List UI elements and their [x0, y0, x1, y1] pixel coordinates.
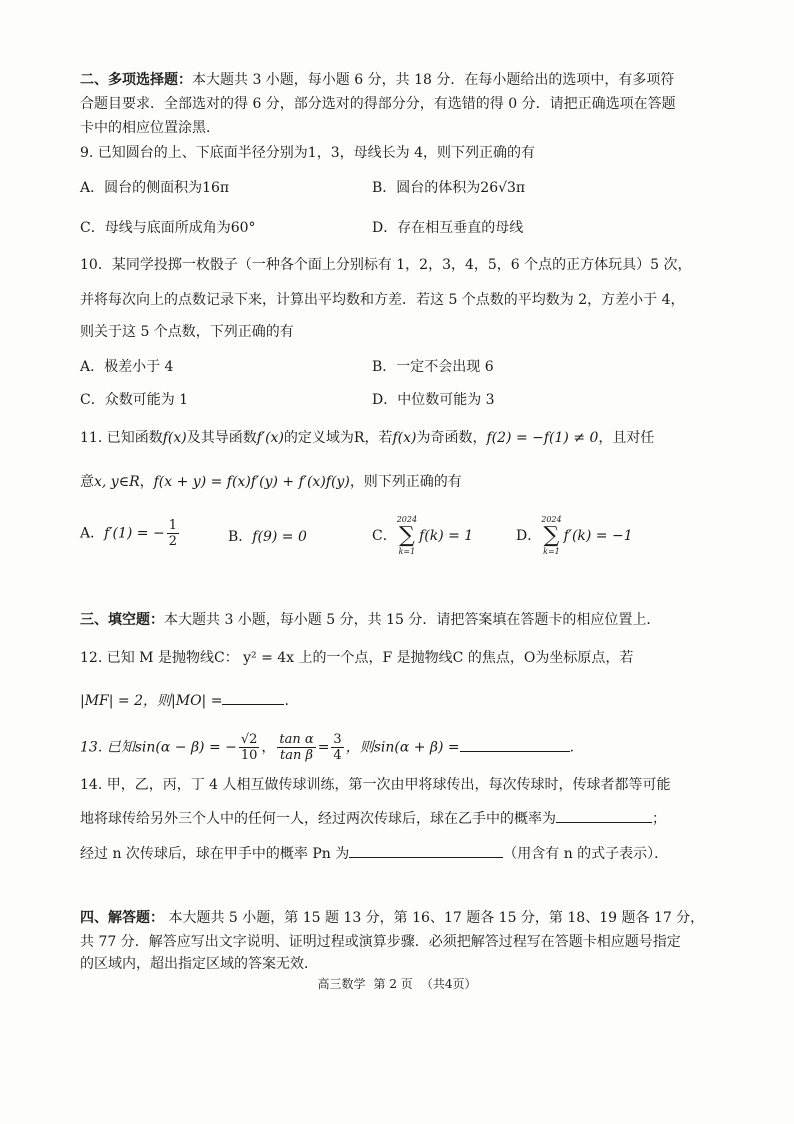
- page-footer: [0, 976, 794, 992]
- summation-symbol: 2024 ∑ k=1: [541, 515, 562, 556]
- footer-subject: 高三数学: [317, 977, 366, 991]
- section3-heading: 三、填空题：: [80, 612, 164, 628]
- q14-answer-blank-2[interactable]: [349, 843, 503, 858]
- q10-stem-line3: 则关于这 5 个点数，下列正确的有: [80, 324, 294, 340]
- q11-option-b: B．f(9) = 0: [228, 529, 307, 545]
- q14-answer-blank-1[interactable]: [556, 808, 652, 823]
- section2-heading: 二、多项选择题：: [80, 72, 192, 88]
- q11-stem-line1: 11. 已知函数f(x)及其导函数f′(x)的定义域为R，若f(x)为奇函数，f(2) = −f(1) ≠ 0，且对任: [80, 430, 655, 446]
- q10-option-a: A．极差小于 4: [80, 359, 174, 375]
- q14-line1: 14. 甲，乙，丙，丁 4 人相互做传球训练，第一次由甲将球传出，每次传球时，传球者都等可能: [80, 777, 671, 793]
- section4-intro-line1: 四、解答题： 本大题共 5 小题，第 15 题 13 分，第 16、17 题各 15 分，第 18、19 题各 17 分，: [80, 910, 705, 926]
- q9-option-c: C．母线与底面所成角为60°: [80, 220, 256, 236]
- q14-line3: 经过 n 次传球后，球在甲手中的概率 Pn 为 （用含有 n 的式子表示）．: [80, 843, 668, 864]
- fraction: $\frac{\text{tan α}}{\text{tan β}}$: [279, 732, 314, 763]
- q12-line1: 12. 已知 M 是抛物线C： y² = 4x 上的一个点，F 是抛物线C 的焦点，O为坐标原点，若: [80, 650, 634, 666]
- q9-stem: 9. 已知圆台的上、下底面半径分别为1，3，母线长为 4，则下列正确的有: [80, 145, 535, 161]
- q11-stem-line2: 意x, y∈R，f(x + y) = f(x)f′(y) + f′(x)f(y)，则下列正确的有: [80, 474, 462, 490]
- section2-intro-line3: 卡中的相应位置涂黑．: [80, 120, 220, 136]
- q11-option-c: C． 2024 ∑ k=1 f(k) = 1: [372, 515, 474, 556]
- q12-answer-blank[interactable]: [222, 690, 284, 705]
- section4-intro-line3: 的区域内，超出指定区域的答案无效．: [80, 956, 318, 972]
- q12-line2: |MF| = 2，则|MO| = .: [80, 690, 289, 711]
- q9-option-d: D．存在相互垂直的母线: [372, 220, 524, 236]
- section2-intro-line2: 合题目要求．全部选对的得 6 分，部分选对的得部分分，有选错的得 0 分．请把正确选项在答题: [80, 96, 676, 112]
- summation-symbol: 2024 ∑ k=1: [396, 515, 418, 556]
- q9-option-a: A．圆台的侧面积为16π: [80, 180, 230, 196]
- footer-total-pages: （共4页）: [420, 977, 477, 991]
- q10-stem-line1: 10．某同学投掷一枚骰子（一种各个面上分别标有 1，2，3，4，5，6 个点的正方体玩具）5 次，: [80, 257, 692, 273]
- fraction: $\frac{√2}{10}$: [240, 732, 258, 763]
- q13-line: 13. 已知sin(α − β) = − $\frac{√2}{10}$ ， $\frac{\text{tan α}}{\text{tan β}}$ = $\frac{3}{4}$ ，则sin(α + β) = .: [80, 732, 575, 763]
- section4-heading: 四、解答题：: [80, 910, 164, 926]
- q9-option-b: B．圆台的体积为26√3π: [372, 180, 526, 196]
- footer-page-number: 第 2 页: [373, 977, 413, 991]
- q10-option-c: C．众数可能为 1: [80, 392, 189, 408]
- fraction: $\frac{1}{2}$: [168, 518, 177, 549]
- q10-option-d: D．中位数可能为 3: [372, 392, 495, 408]
- q14-line2: 地将球传给另外三个人中的任何一人，经过两次传球后，球在乙手中的概率为 ；: [80, 808, 666, 829]
- section3-intro: 三、填空题：本大题共 3 小题，每小题 5 分，共 15 分．请把答案填在答题卡的相应位置上．: [80, 612, 661, 628]
- q13-answer-blank[interactable]: [460, 737, 570, 752]
- q11-option-d: D． 2024 ∑ k=1 f′(k) = −1: [516, 515, 633, 556]
- q10-option-b: B．一定不会出现 6: [372, 359, 494, 375]
- q10-stem-line2: 并将每次向上的点数记录下来，计算出平均数和方差．若这 5 个点数的平均数为 2，方差小于 4，: [80, 292, 685, 308]
- section4-intro-line2: 共 77 分．解答应写出文字说明、证明过程或演算步骤．必须把解答过程写在答题卡相应题号指定: [80, 934, 681, 950]
- q11-option-a: A．f′(1) = − $\frac{1}{2}$: [80, 518, 177, 549]
- section2-intro-line1: 二、多项选择题：本大题共 3 小题，每小题 6 分，共 18 分．在每小题给出的选项中，有多项符: [80, 72, 675, 88]
- fraction: $\frac{3}{4}$: [333, 732, 342, 763]
